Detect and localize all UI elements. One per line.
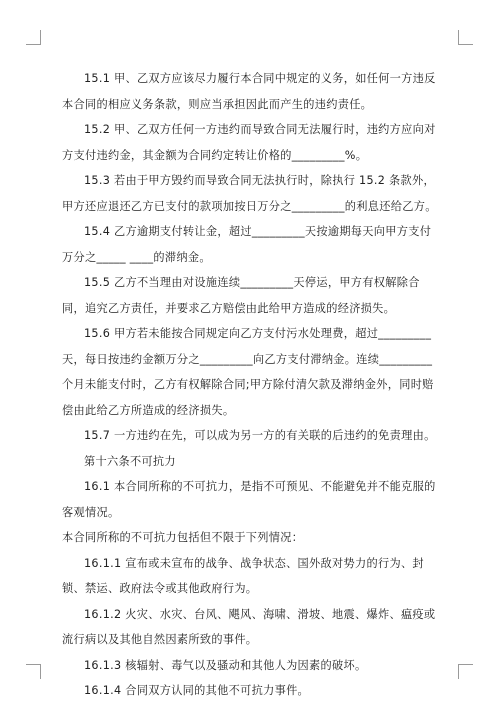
clause-16-1: 16.1 本合同所称的不可抗力，是指不可预见、不能避免并不能克服的客观情况。 (62, 480, 436, 519)
clause-16-1-4: 16.1.4 合同双方认同的其他不可抗力事件。 (84, 684, 310, 697)
clause-15-3: 15.3 若由于甲方毁约而导致合同无法执行时，除执行 15.2 条款外，甲方还应退还乙方已支付的款项加按日万分之_________的利息还给乙方。 (62, 174, 437, 213)
crop-mark-top-left (26, 30, 41, 45)
crop-mark-top-right (458, 30, 473, 45)
clause-16-1-1: 16.1.1 宣布或未宣布的战争、战争状态、国外敌对势力的行为、封锁、禁运、政府法令或其他政府行为。 (62, 556, 424, 595)
clause-15-2: 15.2 甲、乙双方任何一方违约而导致合同无法履行时，违约方应向对方支付违约金，其金额为合同约定转让价格的_________%。 (62, 123, 436, 162)
clause-15-1: 15.1 甲、乙双方应该尽力履行本合同中规定的义务，如任何一方违反本合同的相应义务条款，则应当承担因此而产生的违约责任。 (62, 72, 436, 111)
clause-15-4: 15.4 乙方逾期支付转让金，超过_________天按逾期每天向甲方支付万分之_____ ____的滞纳金。 (62, 225, 432, 264)
clause-16-1-2: 16.1.2 火灾、水灾、台风、飓风、海啸、滑坡、地震、爆炸、瘟疫或流行病以及其他自然因素所致的事件。 (62, 607, 436, 646)
clause-15-7: 15.7 一方违约在先，可以成为另一方的有关联的后违约的免责理由。 (84, 429, 436, 442)
clause-16-1-continuation: 本合同所称的不可抗力包括但不限于下列情况： (62, 531, 304, 544)
crop-mark-bottom-right (458, 664, 473, 679)
clause-15-5: 15.5 乙方不当理由对设施连续_________天停运，甲方有权解除合同，追究乙方责任，并要求乙方赔偿由此给甲方造成的经济损失。 (62, 276, 420, 315)
document-body (62, 66, 440, 704)
clause-16-1-3: 16.1.3 核辐射、毒气以及骚动和其他人为因素的破坏。 (84, 658, 367, 672)
article-16-heading: 第十六条不可抗力 (84, 454, 176, 468)
clause-15-6: 15.6 甲方若未能按合同规定向乙方支付污水处理费，超过_________天，每日按违约金额万分之_________向乙方支付滞纳金。连续_________个月未能支付时，乙方有权解除合同;甲方除付清欠款及滞纳金外，同时赔偿由此给乙方所造成的经济损失。 (62, 327, 434, 417)
crop-mark-bottom-left (26, 664, 41, 679)
